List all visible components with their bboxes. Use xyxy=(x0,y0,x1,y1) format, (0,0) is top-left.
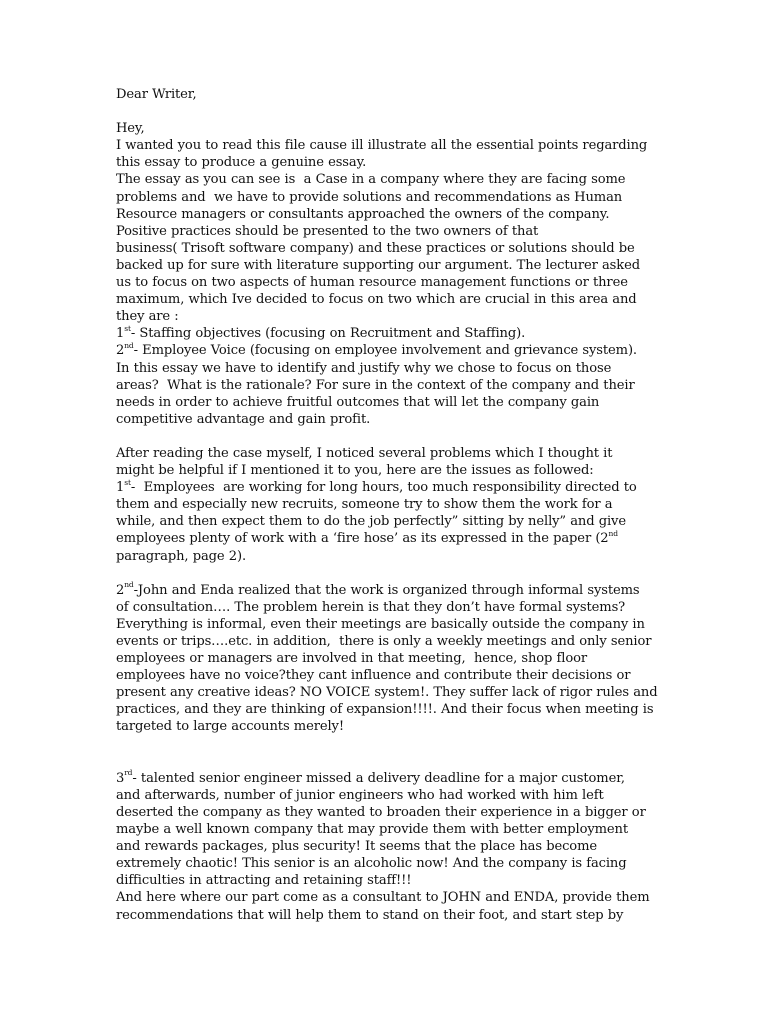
text-line: business( Trisoft software company) and these practices or solutions should be xyxy=(116,240,635,256)
text-line: areas? What is the rationale? For sure in the context of the company and their xyxy=(116,377,635,393)
issue-3 xyxy=(116,770,652,924)
text-line: them and especially new recruits, someone try to show them the work for a xyxy=(116,497,613,513)
blank-line xyxy=(116,753,652,770)
focus-item-2: 2nd- Employee Voice (focusing on employee involvement and grievance system). xyxy=(116,341,637,359)
justify-paragraph xyxy=(116,360,652,428)
text-line: and afterwards, number of junior engineers who had worked with him left xyxy=(116,787,604,803)
text-line: they are : xyxy=(116,309,179,325)
text-line: events or trips….etc. in addition, there is only a weekly meetings and only senior xyxy=(116,634,652,649)
text-line: In this essay we have to identify and justify why we chose to focus on those xyxy=(116,360,612,376)
text-line: competitive advantage and gain profit. xyxy=(116,411,371,427)
text-line: needs in order to achieve fruitful outcomes that will let the company gain xyxy=(116,394,600,410)
intro-paragraph xyxy=(116,137,652,325)
text-line: 1st- Employees are working for long hours, too much responsibility directed to xyxy=(116,477,637,496)
text-line: Positive practices should be presented to the two owners of that xyxy=(116,223,539,239)
text-line: present any creative ideas? NO VOICE system!. They suffer lack of rigor rules and xyxy=(116,685,658,701)
text-line: deserted the company as they wanted to broaden their experience in a bigger or xyxy=(116,804,646,820)
text-line: might be helpful if I mentioned it to you, here are the issues as followed: xyxy=(116,463,594,479)
text-line: backed up for sure with literature supporting our argument. The lecturer asked xyxy=(116,257,640,273)
text-line: employees plenty of work with a ‘fire hose’ as its expressed in the paper (2nd xyxy=(116,529,618,547)
text-line: of consultation…. The problem herein is that they don’t have formal systems? xyxy=(116,599,626,615)
text-line: paragraph, page 2). xyxy=(116,548,247,564)
text-line: 3rd- talented senior engineer missed a delivery deadline for a major customer, xyxy=(116,768,625,786)
issue-1 xyxy=(116,479,652,564)
text-line: employees have no voice?they cant influence and contribute their decisions or xyxy=(116,668,631,684)
text-line: Resource managers or consultants approached the owners of the company. xyxy=(116,206,610,222)
letter-body xyxy=(116,86,658,924)
text-line: maybe a well known company that may provide them with better employment xyxy=(116,822,629,838)
text-line: extremely chaotic! This senior is an alcoholic now! And the company is facing xyxy=(116,856,627,872)
text-line: I wanted you to read this file cause ill illustrate all the essential points regarding xyxy=(116,138,648,154)
focus-item-1: 1st- Staffing objectives (focusing on Recruitment and Staffing). xyxy=(116,323,526,342)
text-line: employees or managers are involved in that meeting, hence, shop floor xyxy=(116,651,588,667)
blank-line xyxy=(116,565,652,582)
text-line: recommendations that will help them to stand on their foot, and start step by xyxy=(116,907,624,923)
text-line: targeted to large accounts merely! xyxy=(116,719,344,735)
text-line: practices, and they are thinking of expansion!!!!. And their focus when meeting is xyxy=(116,702,654,718)
text-line: 2nd-John and Enda realized that the work is organized through informal systems xyxy=(116,580,640,598)
text-line: Everything is informal, even their meetings are basically outside the company in xyxy=(116,616,645,632)
text-line: problems and we have to provide solutions and recommendations as Human xyxy=(116,189,623,205)
text-line: The essay as you can see is a Case in a company where they are facing some xyxy=(116,172,626,188)
text-line: while, and then expect them to do the job perfectly” sitting by nelly” and give xyxy=(116,514,626,530)
greeting: Hey, xyxy=(116,121,145,137)
text-line: After reading the case myself, I noticed several problems which I thought it xyxy=(116,445,613,461)
blank-line xyxy=(116,103,652,120)
salutation: Dear Writer, xyxy=(116,87,197,102)
text-line: maximum, which Ive decided to focus on two which are crucial in this area and xyxy=(116,292,637,308)
blank-line xyxy=(116,428,652,445)
text-line: And here where our part come as a consultant to JOHN and ENDA, provide them xyxy=(116,890,650,906)
text-line: difficulties in attracting and retaining staff!!! xyxy=(116,873,412,889)
blank-line xyxy=(116,736,652,753)
text-line: this essay to produce a genuine essay. xyxy=(116,155,367,171)
text-line: us to focus on two aspects of human resource management functions or three xyxy=(116,275,628,291)
after-reading-paragraph xyxy=(116,445,652,479)
issue-2 xyxy=(116,580,658,736)
text-line: and rewards packages, plus security! It seems that the place has become xyxy=(116,839,597,855)
